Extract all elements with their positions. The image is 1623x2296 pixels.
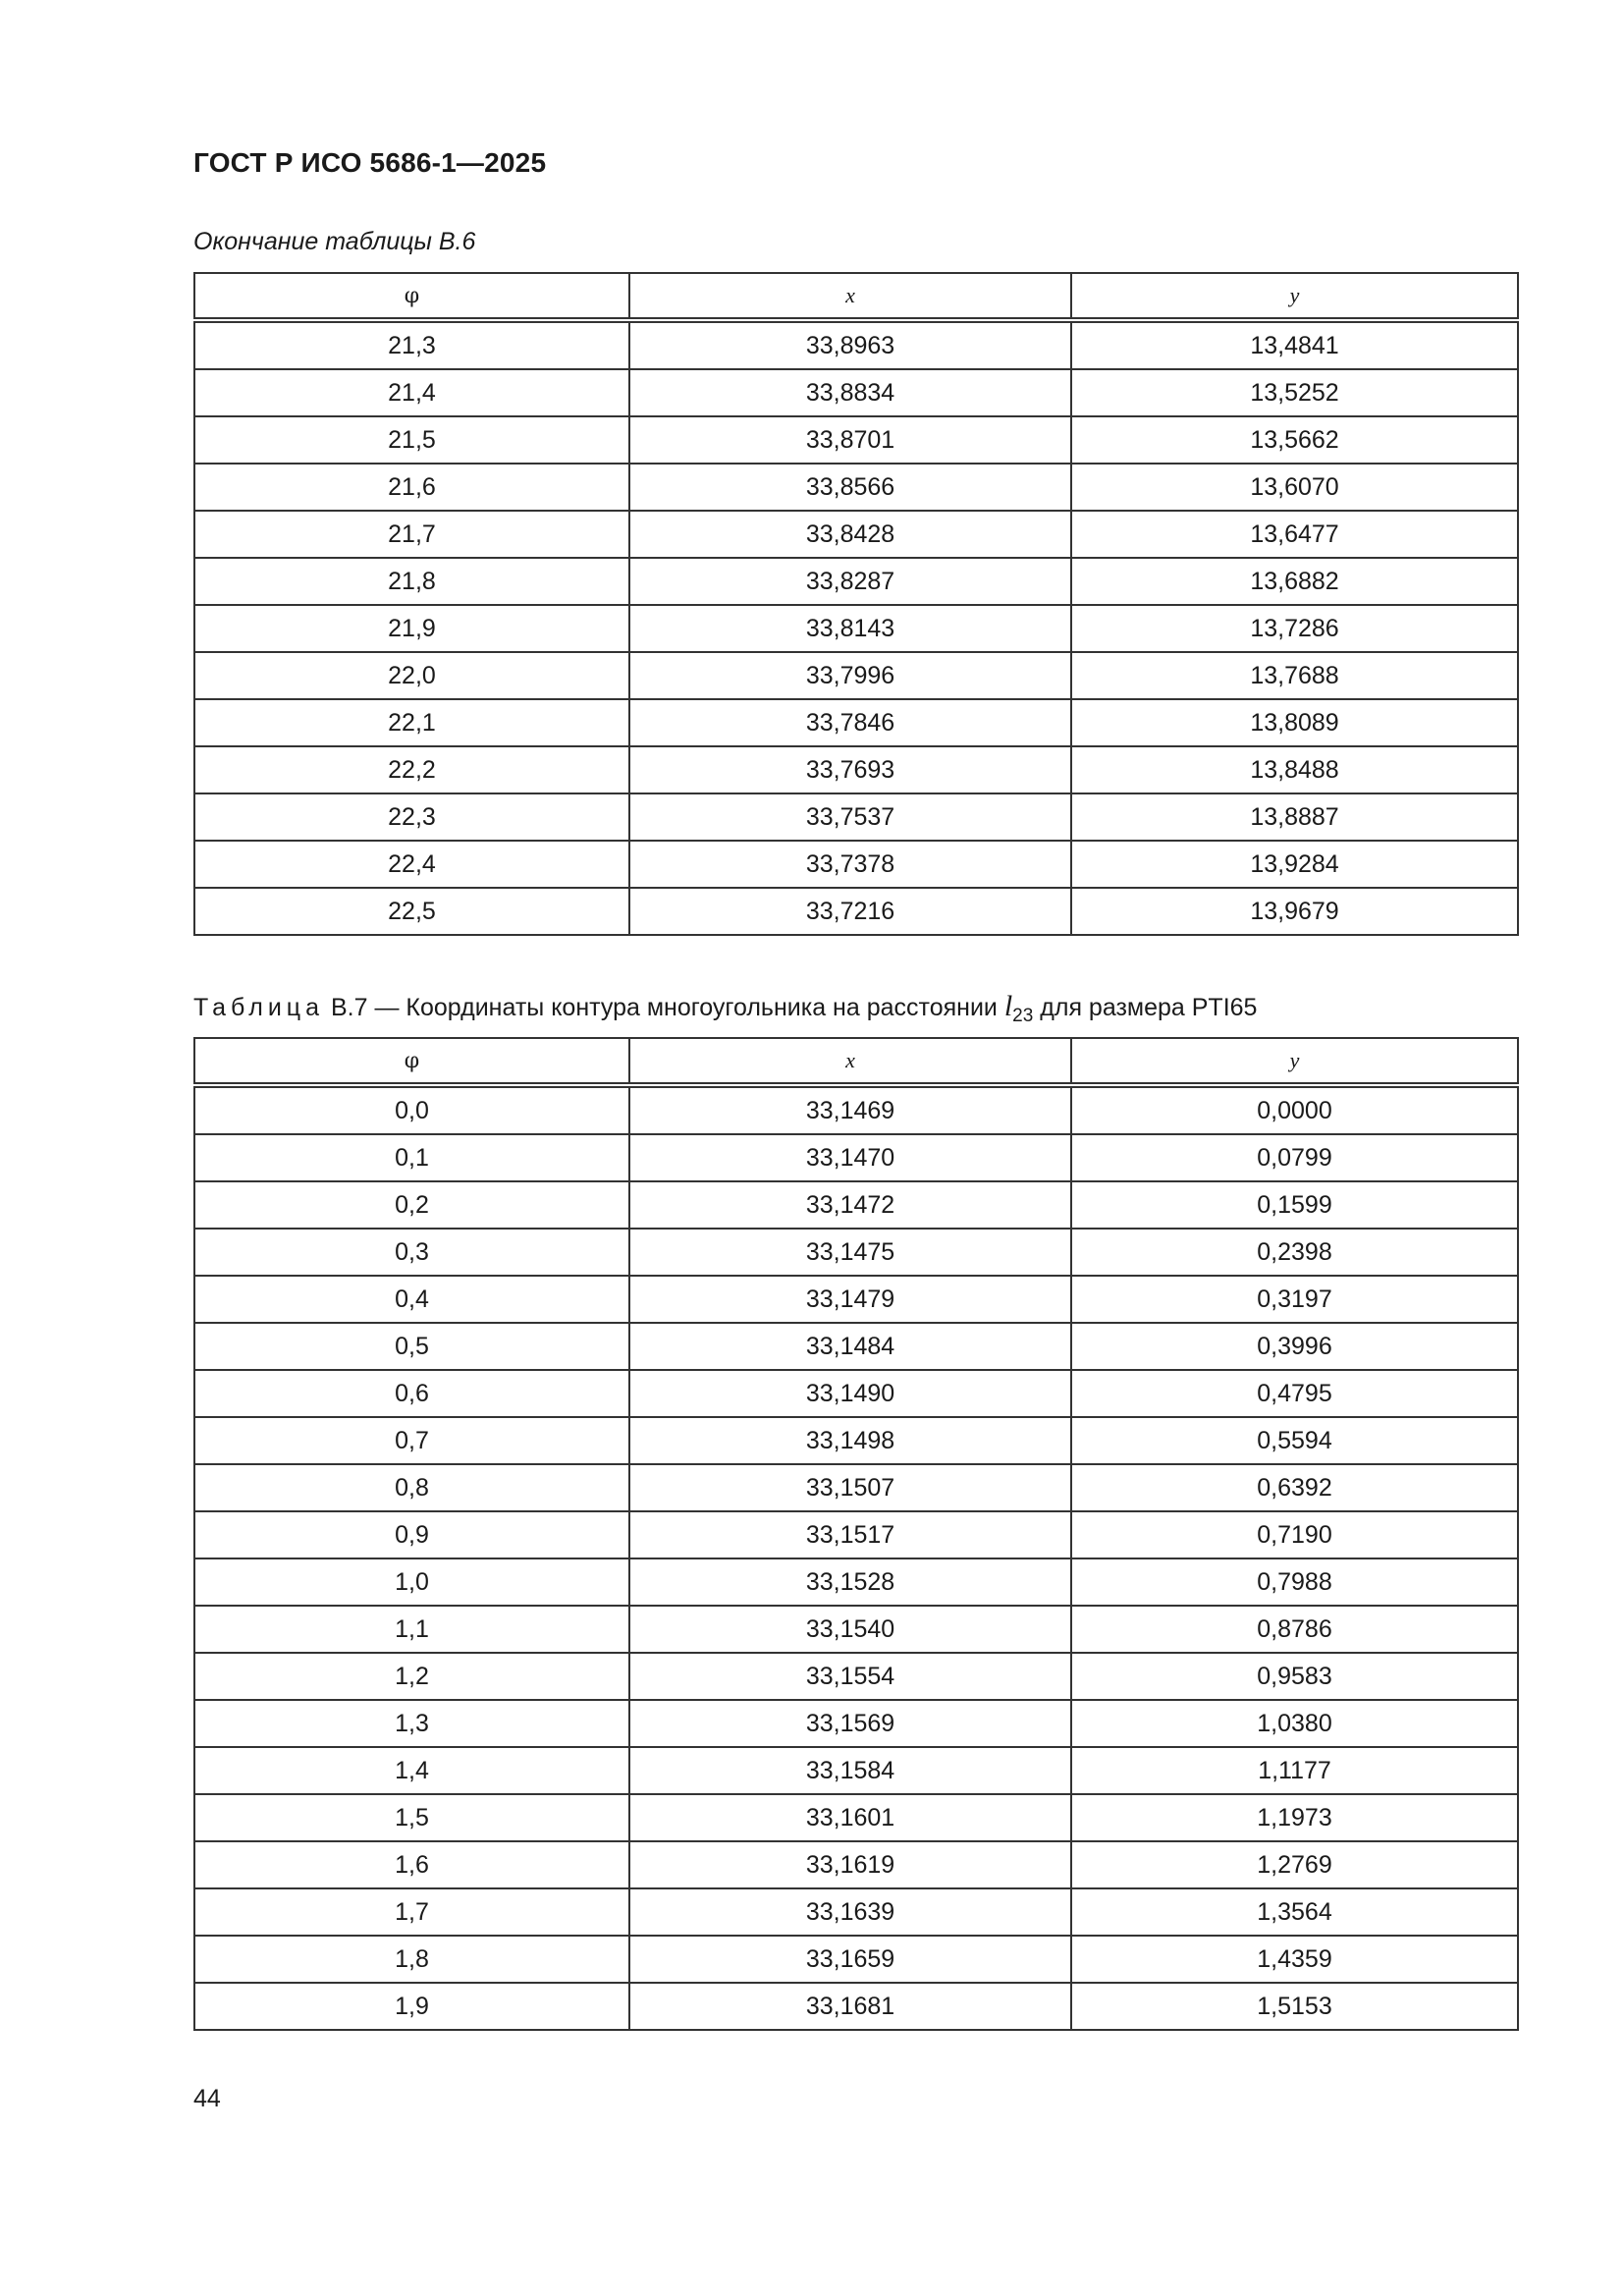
cell-y: 0,6392 bbox=[1071, 1464, 1518, 1511]
column-header-y: y bbox=[1071, 1038, 1518, 1085]
table-row bbox=[194, 1747, 1518, 1794]
cell-x: 33,1584 bbox=[629, 1747, 1071, 1794]
cell-x: 33,1540 bbox=[629, 1606, 1071, 1653]
cell-phi: 1,5 bbox=[194, 1794, 629, 1841]
table-row bbox=[194, 1936, 1518, 1983]
cell-y: 1,1973 bbox=[1071, 1794, 1518, 1841]
cell-y: 0,1599 bbox=[1071, 1181, 1518, 1229]
table-row bbox=[194, 1653, 1518, 1700]
table-b6-end bbox=[193, 272, 1519, 936]
cell-y: 13,7688 bbox=[1071, 652, 1518, 699]
cell-x: 33,1517 bbox=[629, 1511, 1071, 1558]
table-row bbox=[194, 1888, 1518, 1936]
cell-phi: 1,0 bbox=[194, 1558, 629, 1606]
cell-x: 33,7378 bbox=[629, 841, 1071, 888]
caption-variable: l bbox=[1003, 990, 1013, 1022]
column-header-x: x bbox=[629, 1038, 1071, 1085]
cell-phi: 0,4 bbox=[194, 1276, 629, 1323]
table-row bbox=[194, 416, 1518, 464]
cell-x: 33,1484 bbox=[629, 1323, 1071, 1370]
table-header-row bbox=[194, 273, 1518, 320]
table-caption-number: В.7 bbox=[330, 994, 368, 1021]
cell-y: 0,7988 bbox=[1071, 1558, 1518, 1606]
cell-y: 13,8887 bbox=[1071, 793, 1518, 841]
cell-x: 33,1507 bbox=[629, 1464, 1071, 1511]
cell-y: 13,7286 bbox=[1071, 605, 1518, 652]
cell-y: 0,3996 bbox=[1071, 1323, 1518, 1370]
cell-y: 0,4795 bbox=[1071, 1370, 1518, 1417]
cell-phi: 0,1 bbox=[194, 1134, 629, 1181]
cell-y: 1,1177 bbox=[1071, 1747, 1518, 1794]
cell-phi: 21,9 bbox=[194, 605, 629, 652]
cell-x: 33,1681 bbox=[629, 1983, 1071, 2030]
cell-phi: 21,8 bbox=[194, 558, 629, 605]
table-row bbox=[194, 888, 1518, 935]
cell-x: 33,8834 bbox=[629, 369, 1071, 416]
cell-y: 0,0799 bbox=[1071, 1134, 1518, 1181]
table-row bbox=[194, 746, 1518, 793]
cell-phi: 1,4 bbox=[194, 1747, 629, 1794]
cell-x: 33,1639 bbox=[629, 1888, 1071, 1936]
table-row bbox=[194, 558, 1518, 605]
cell-x: 33,1472 bbox=[629, 1181, 1071, 1229]
table-row bbox=[194, 320, 1518, 369]
table-caption-tail: для размера PTI65 bbox=[1040, 994, 1258, 1021]
cell-x: 33,8287 bbox=[629, 558, 1071, 605]
cell-y: 13,6477 bbox=[1071, 511, 1518, 558]
cell-y: 13,9284 bbox=[1071, 841, 1518, 888]
table-row bbox=[194, 1134, 1518, 1181]
cell-phi: 22,2 bbox=[194, 746, 629, 793]
cell-x: 33,8428 bbox=[629, 511, 1071, 558]
table-row bbox=[194, 464, 1518, 511]
cell-phi: 0,2 bbox=[194, 1181, 629, 1229]
table-row bbox=[194, 1700, 1518, 1747]
cell-x: 33,1619 bbox=[629, 1841, 1071, 1888]
cell-y: 0,0000 bbox=[1071, 1085, 1518, 1134]
cell-x: 33,7996 bbox=[629, 652, 1071, 699]
cell-x: 33,1475 bbox=[629, 1229, 1071, 1276]
cell-phi: 21,4 bbox=[194, 369, 629, 416]
cell-x: 33,1601 bbox=[629, 1794, 1071, 1841]
cell-y: 0,7190 bbox=[1071, 1511, 1518, 1558]
table-row bbox=[194, 1229, 1518, 1276]
cell-x: 33,7216 bbox=[629, 888, 1071, 935]
table-row bbox=[194, 1181, 1518, 1229]
table-header-row bbox=[194, 1038, 1518, 1085]
cell-phi: 21,3 bbox=[194, 320, 629, 369]
table-row bbox=[194, 699, 1518, 746]
table-b6-continuation-caption: Окончание таблицы В.6 bbox=[193, 228, 476, 255]
cell-y: 1,4359 bbox=[1071, 1936, 1518, 1983]
table-row bbox=[194, 1511, 1518, 1558]
cell-y: 13,8089 bbox=[1071, 699, 1518, 746]
cell-x: 33,8143 bbox=[629, 605, 1071, 652]
column-header-y: y bbox=[1071, 273, 1518, 320]
table-row bbox=[194, 1323, 1518, 1370]
table-row bbox=[194, 1794, 1518, 1841]
cell-y: 0,9583 bbox=[1071, 1653, 1518, 1700]
table-row bbox=[194, 652, 1518, 699]
cell-y: 1,2769 bbox=[1071, 1841, 1518, 1888]
cell-phi: 21,5 bbox=[194, 416, 629, 464]
cell-y: 13,6070 bbox=[1071, 464, 1518, 511]
table-row bbox=[194, 1606, 1518, 1653]
cell-x: 33,8701 bbox=[629, 416, 1071, 464]
cell-x: 33,1659 bbox=[629, 1936, 1071, 1983]
table-row bbox=[194, 1085, 1518, 1134]
table-body bbox=[194, 1085, 1518, 2030]
cell-phi: 1,3 bbox=[194, 1700, 629, 1747]
cell-x: 33,8566 bbox=[629, 464, 1071, 511]
table-row bbox=[194, 1417, 1518, 1464]
cell-phi: 0,9 bbox=[194, 1511, 629, 1558]
cell-x: 33,7537 bbox=[629, 793, 1071, 841]
cell-x: 33,1469 bbox=[629, 1085, 1071, 1134]
table-caption-text: — Координаты контура многоугольника на расстоянии bbox=[374, 994, 998, 1021]
caption-variable-subscript: 23 bbox=[1012, 1006, 1034, 1026]
cell-phi: 0,7 bbox=[194, 1417, 629, 1464]
cell-x: 33,1470 bbox=[629, 1134, 1071, 1181]
cell-y: 1,0380 bbox=[1071, 1700, 1518, 1747]
table-row bbox=[194, 605, 1518, 652]
cell-phi: 21,7 bbox=[194, 511, 629, 558]
cell-x: 33,8963 bbox=[629, 320, 1071, 369]
table-row bbox=[194, 1464, 1518, 1511]
cell-x: 33,1490 bbox=[629, 1370, 1071, 1417]
cell-y: 13,9679 bbox=[1071, 888, 1518, 935]
cell-y: 1,5153 bbox=[1071, 1983, 1518, 2030]
page-number: 44 bbox=[193, 2085, 221, 2112]
cell-phi: 22,1 bbox=[194, 699, 629, 746]
table-b7-caption bbox=[193, 990, 1257, 1027]
cell-phi: 22,4 bbox=[194, 841, 629, 888]
cell-x: 33,1554 bbox=[629, 1653, 1071, 1700]
column-header-x: x bbox=[629, 273, 1071, 320]
table-row bbox=[194, 1841, 1518, 1888]
table-b7 bbox=[193, 1037, 1519, 2031]
cell-phi: 22,3 bbox=[194, 793, 629, 841]
cell-x: 33,1528 bbox=[629, 1558, 1071, 1606]
table-caption-word: Таблица bbox=[193, 994, 325, 1021]
table-row bbox=[194, 1276, 1518, 1323]
table-row bbox=[194, 511, 1518, 558]
table-row bbox=[194, 841, 1518, 888]
cell-x: 33,1498 bbox=[629, 1417, 1071, 1464]
cell-phi: 0,6 bbox=[194, 1370, 629, 1417]
table-row bbox=[194, 1558, 1518, 1606]
cell-y: 0,8786 bbox=[1071, 1606, 1518, 1653]
table-row bbox=[194, 1370, 1518, 1417]
cell-phi: 21,6 bbox=[194, 464, 629, 511]
cell-phi: 1,7 bbox=[194, 1888, 629, 1936]
cell-y: 13,8488 bbox=[1071, 746, 1518, 793]
table-row bbox=[194, 793, 1518, 841]
cell-y: 0,3197 bbox=[1071, 1276, 1518, 1323]
cell-phi: 1,2 bbox=[194, 1653, 629, 1700]
cell-y: 13,6882 bbox=[1071, 558, 1518, 605]
cell-y: 0,5594 bbox=[1071, 1417, 1518, 1464]
table-row bbox=[194, 1983, 1518, 2030]
cell-phi: 0,0 bbox=[194, 1085, 629, 1134]
cell-x: 33,7693 bbox=[629, 746, 1071, 793]
cell-x: 33,1569 bbox=[629, 1700, 1071, 1747]
cell-y: 1,3564 bbox=[1071, 1888, 1518, 1936]
table-body bbox=[194, 320, 1518, 935]
cell-y: 13,4841 bbox=[1071, 320, 1518, 369]
document-header: ГОСТ Р ИСО 5686-1—2025 bbox=[193, 147, 547, 178]
cell-phi: 0,5 bbox=[194, 1323, 629, 1370]
cell-y: 0,2398 bbox=[1071, 1229, 1518, 1276]
cell-y: 13,5662 bbox=[1071, 416, 1518, 464]
cell-phi: 1,9 bbox=[194, 1983, 629, 2030]
table-row bbox=[194, 369, 1518, 416]
cell-phi: 1,1 bbox=[194, 1606, 629, 1653]
column-header-phi: φ bbox=[194, 273, 629, 320]
cell-y: 13,5252 bbox=[1071, 369, 1518, 416]
cell-x: 33,7846 bbox=[629, 699, 1071, 746]
cell-phi: 22,0 bbox=[194, 652, 629, 699]
cell-phi: 22,5 bbox=[194, 888, 629, 935]
cell-phi: 0,8 bbox=[194, 1464, 629, 1511]
column-header-phi: φ bbox=[194, 1038, 629, 1085]
cell-phi: 0,3 bbox=[194, 1229, 629, 1276]
cell-phi: 1,6 bbox=[194, 1841, 629, 1888]
cell-x: 33,1479 bbox=[629, 1276, 1071, 1323]
cell-phi: 1,8 bbox=[194, 1936, 629, 1983]
